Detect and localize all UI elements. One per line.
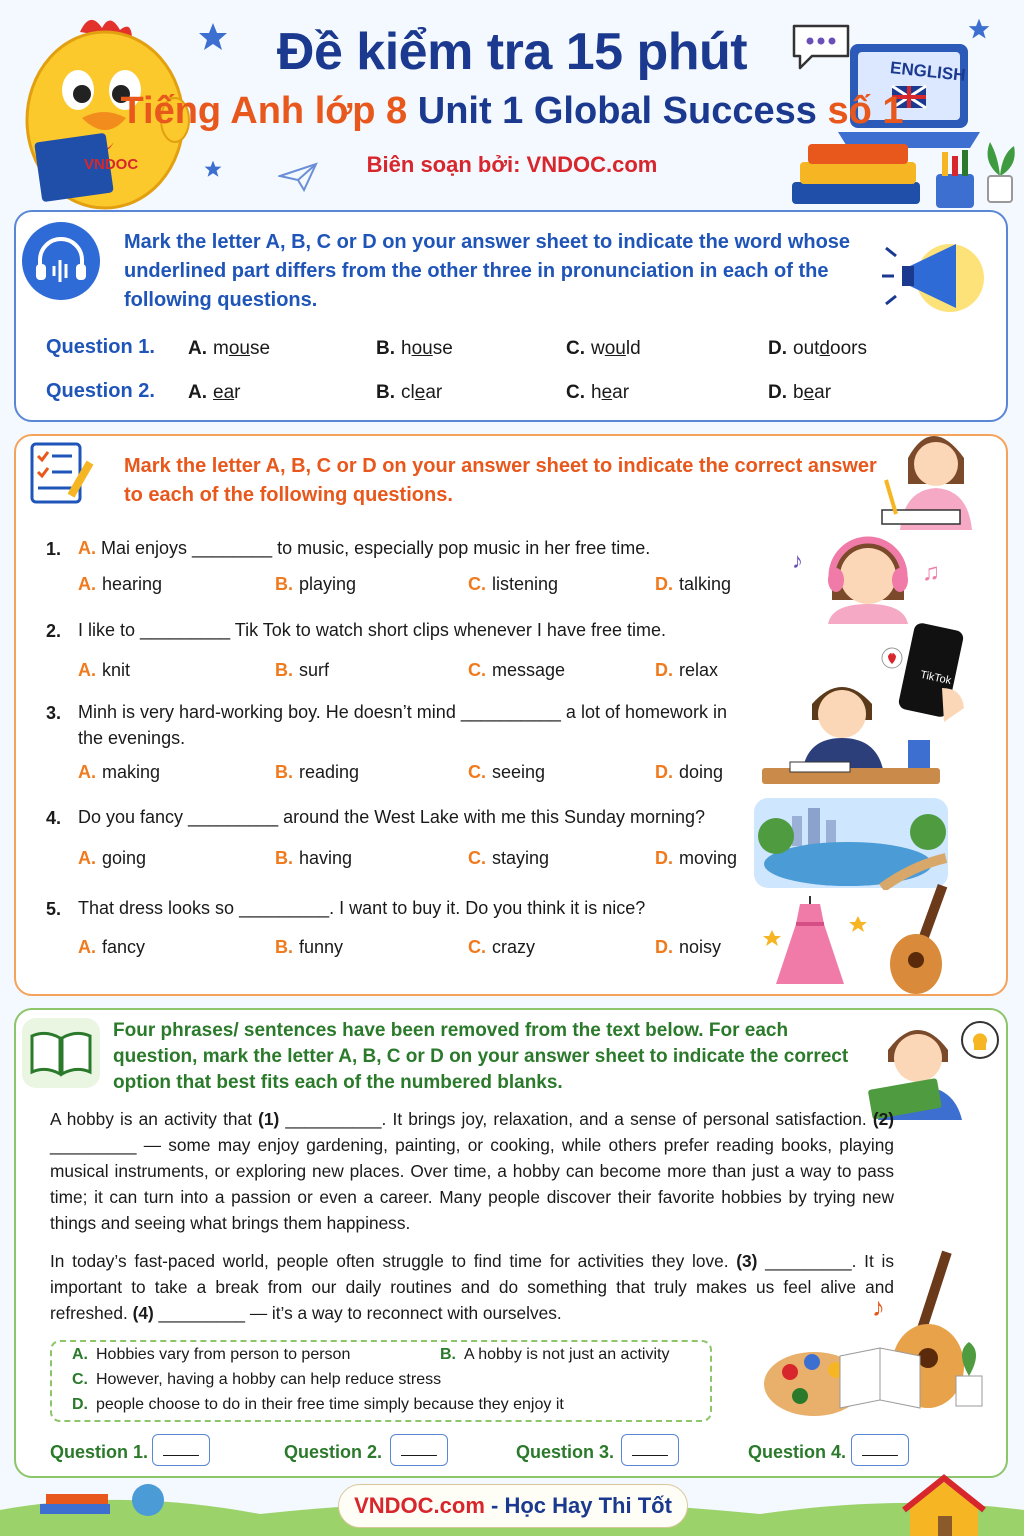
q5-option-a[interactable]: A. fancy: [78, 937, 146, 957]
reading-option-c[interactable]: C. However, having a hobby can help reduce stress: [72, 1371, 442, 1388]
section1-instruction: Mark the letter A, B, C or D on your answer sheet to indicate the word whose underlined part differs from the other three in pronunciation in each of the following questions.: [124, 231, 851, 311]
section1-q1-option-c[interactable]: C. would: [566, 338, 641, 359]
svg-text:♪: ♪: [792, 548, 803, 573]
reading-option-a[interactable]: A. Hobbies vary from person to person: [72, 1346, 351, 1363]
subtitle-unit: Unit 1 Global Success: [417, 90, 817, 132]
page-title: Đề kiểm tra 15 phút: [276, 23, 748, 81]
q4-option-a[interactable]: A. going: [78, 848, 147, 868]
section1-q1-option-b[interactable]: B. house: [376, 338, 453, 359]
svg-text:♫: ♫: [922, 559, 940, 586]
section1-q1-option-a[interactable]: A. mouse: [188, 338, 271, 359]
footer-site: VNDOC.com: [354, 1493, 485, 1518]
q1-text: A. Mai enjoys ________ to music, especially pop music in her free time.: [78, 538, 651, 558]
dress-icon: [760, 892, 870, 988]
reading-paragraph-1: A hobby is an activity that (1) __________. It brings joy, relaxation, and a sense of personal satisfaction. (2) _________ — some may enjoy gardening, painting, or cooking, while others prefer reading books, playing musical instruments, or exploring new places. Over time, a hobby can become more than just a way to pass time; it can turn into a passion or even a career. Many people discover their favorite hobbies by trying new things and seeing what brings them happiness.: [50, 1109, 894, 1233]
page-subtitle: [0, 90, 1024, 133]
q4-number: 4.: [46, 808, 62, 828]
subtitle-grade: Tiếng Anh lớp 8: [120, 90, 408, 132]
author-line: Biên soạn bởi: VNDOC.com: [366, 152, 658, 177]
answer-box-4[interactable]: ____: [851, 1434, 909, 1466]
reading-paragraph-2: In today’s fast-paced world, people often struggle to find time for activities they love. (3) _________. It is important to take a break from our daily routines and do something that truly makes us feel alive and refreshed. (4) _________ — it’s a way to reconnect with ourselves.: [50, 1251, 894, 1323]
section1-q1-option-d[interactable]: D. outdoors: [768, 338, 867, 359]
q1-option-d[interactable]: D. talking: [655, 574, 732, 594]
q3-option-a[interactable]: A. making: [78, 762, 161, 782]
q5-option-b[interactable]: B. funny: [275, 937, 344, 957]
reading-option-b[interactable]: B. A hobby is not just an activity: [440, 1346, 670, 1363]
section1-question2-label: Question 2.: [46, 380, 155, 402]
mascot-book-label: VNDOC: [84, 156, 139, 173]
q4-option-c[interactable]: C. staying: [468, 848, 550, 868]
boy-reading-icon: [864, 1010, 1014, 1120]
guitar-icon: [870, 880, 970, 1000]
reading-option-d[interactable]: D. people choose to do in their free time simply because they enjoy it: [72, 1396, 564, 1413]
answer-box-3[interactable]: ____: [621, 1434, 679, 1466]
checklist-icon: [24, 440, 100, 508]
q3-option-c[interactable]: C. seeing: [468, 762, 546, 782]
subtitle-number: số 1: [827, 90, 904, 132]
section1-q2-option-d[interactable]: D. bear: [768, 382, 832, 403]
answer-label-3: Question 3.: [516, 1442, 615, 1462]
q2-option-a[interactable]: A. knit: [78, 660, 131, 680]
laptop-label: ENGLISH: [889, 58, 967, 85]
q1-number: 1.: [46, 539, 62, 559]
footer-separator: -: [491, 1493, 499, 1518]
open-book-icon: [22, 1018, 100, 1088]
section1-question1-label: Question 1.: [46, 336, 155, 358]
q5-number: 5.: [46, 899, 62, 919]
q3-option-d[interactable]: D. doing: [655, 762, 724, 782]
megaphone-icon: [880, 228, 992, 324]
girl-writing-icon: [872, 418, 1000, 530]
q3-number: 3.: [46, 703, 62, 723]
q2-number: 2.: [46, 621, 62, 641]
art-music-icon: [760, 1246, 1000, 1422]
q1-option-b[interactable]: B. playing: [275, 574, 357, 594]
q3-text: Minh is very hard-working boy. He doesn’t mind __________ a lot of homework in the evenings.: [78, 702, 728, 748]
q1-option-a[interactable]: A. hearing: [78, 574, 163, 594]
answer-box-1[interactable]: ____: [152, 1434, 210, 1466]
answer-box-2[interactable]: ____: [390, 1434, 448, 1466]
section2-instruction: Mark the letter A, B, C or D on your answer sheet to indicate the correct answer to each of the following questions.: [124, 455, 877, 506]
section1-q2-option-b[interactable]: B. clear: [376, 382, 443, 403]
lake-scenery-icon: [752, 796, 950, 890]
boy-studying-icon: [756, 670, 946, 788]
q2-text: I like to _________ Tik Tok to watch short clips whenever I have free time.: [78, 620, 666, 640]
q2-option-c[interactable]: C. message: [468, 660, 566, 680]
footer-slogan: Học Hay Thi Tốt: [504, 1493, 672, 1518]
q4-text: Do you fancy _________ around the West Lake with me this Sunday morning?: [78, 807, 706, 827]
q1-option-c[interactable]: C. listening: [468, 574, 559, 594]
svg-text:♪: ♪: [872, 1292, 885, 1322]
answer-label-1: Question 1.: [50, 1442, 149, 1462]
q5-option-d[interactable]: D. noisy: [655, 937, 722, 957]
q2-option-d[interactable]: D. relax: [655, 660, 719, 680]
section1-q2-option-c[interactable]: C. hear: [566, 382, 630, 403]
q2-option-b[interactable]: B. surf: [275, 660, 330, 680]
q4-option-b[interactable]: B. having: [275, 848, 353, 868]
q4-option-d[interactable]: D. moving: [655, 848, 738, 868]
answer-label-4: Question 4.: [748, 1442, 847, 1462]
section3-instruction: Four phrases/ sentences have been removed from the text below. For each question, mark the letter A, B, C or D on your answer sheet to indicate the correct option that best fits each of the numbered blanks.: [113, 1020, 849, 1093]
q5-option-c[interactable]: C. crazy: [468, 937, 536, 957]
footer-branding: [338, 1484, 688, 1528]
answer-label-2: Question 2.: [284, 1442, 383, 1462]
q5-text: That dress looks so _________. I want to buy it. Do you think it is nice?: [78, 898, 646, 918]
phone-app-label: TikTok: [919, 668, 953, 688]
headphones-icon: [22, 222, 100, 300]
q3-option-b[interactable]: B. reading: [275, 762, 360, 782]
section1-q2-option-a[interactable]: A. ear: [188, 382, 241, 403]
girl-headphones-icon: [788, 520, 948, 624]
